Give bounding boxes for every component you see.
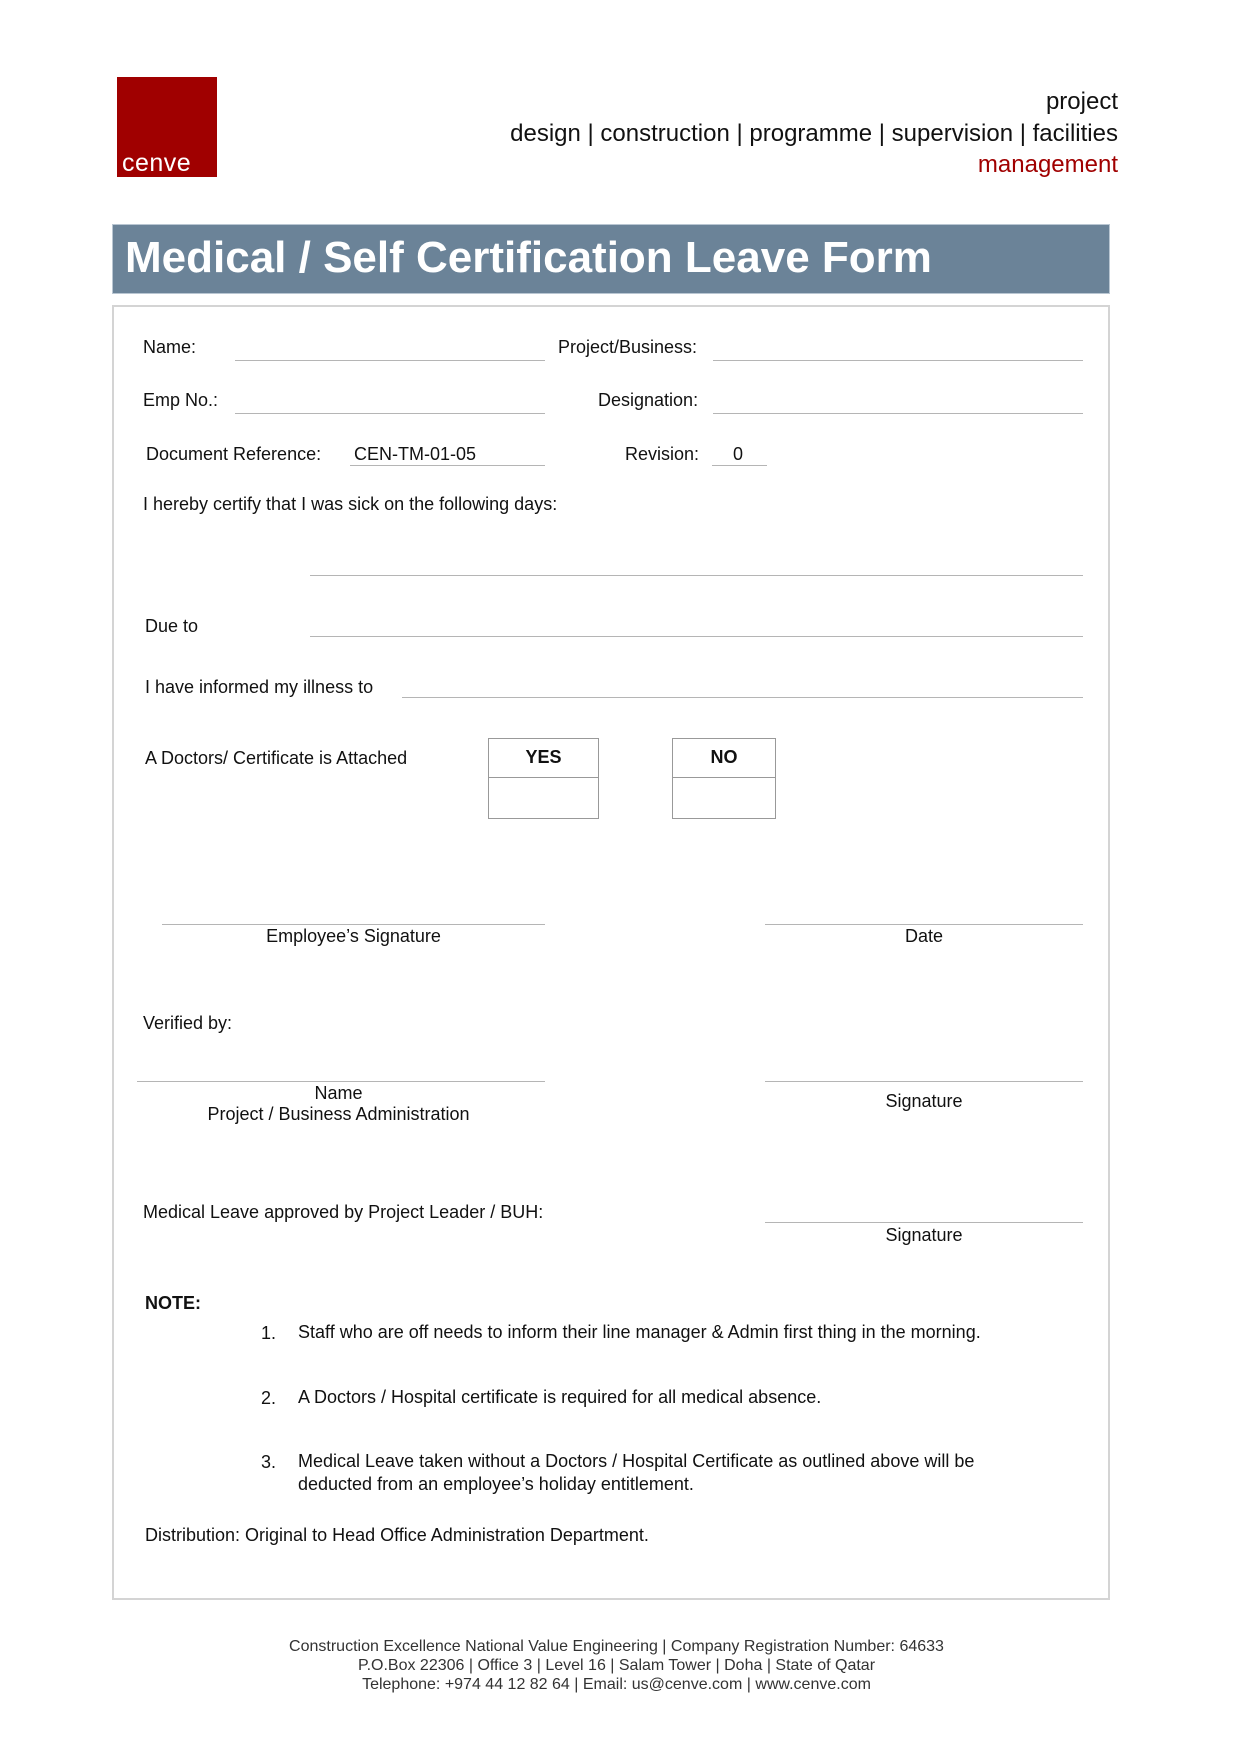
doctor-cert-label: A Doctors/ Certificate is Attached (145, 748, 408, 768)
logo-text: cenve (122, 149, 192, 177)
no-label: NO (710, 747, 738, 767)
approved-label: Medical Leave approved by Project Leader / BUH: (143, 1202, 544, 1222)
distribution-text: Distribution: Original to Head Office Administration Department. (145, 1525, 649, 1545)
due-to-label: Due to (145, 616, 199, 636)
docref-line (350, 465, 545, 466)
designation-field[interactable] (713, 413, 1083, 414)
note-1-number: 1. (261, 1323, 277, 1343)
approver-signature-field[interactable] (765, 1222, 1083, 1223)
verifier-signature-field[interactable] (765, 1081, 1083, 1082)
employee-signature-label: Employee’s Signature (266, 926, 441, 946)
name-label: Name: (143, 337, 197, 357)
note-2-text: A Doctors / Hospital certificate is required for all medical absence. (298, 1387, 822, 1407)
emp-no-field[interactable] (235, 413, 545, 414)
name-field[interactable] (235, 360, 545, 361)
designation-label: Designation: (598, 390, 699, 410)
informed-field[interactable] (402, 697, 1083, 698)
admin-label: Project / Business Administration (207, 1104, 470, 1124)
verified-label: Verified by: (143, 1013, 233, 1033)
employee-signature-field[interactable] (162, 924, 545, 925)
note-1-text: Staff who are off needs to inform their line manager & Admin first thing in the morning. (298, 1322, 981, 1342)
revision-label: Revision: (625, 444, 700, 464)
yes-label: YES (525, 747, 562, 767)
header-line-management: management (977, 151, 1118, 178)
header-line-services: design | construction | programme | supervision | facilities (510, 120, 1118, 147)
note-3-number: 3. (261, 1452, 277, 1472)
note-heading: NOTE: (145, 1293, 201, 1313)
due-to-field[interactable] (310, 636, 1083, 637)
informed-label: I have informed my illness to (145, 677, 374, 697)
project-label: Project/Business: (558, 337, 698, 357)
date-label: Date (904, 926, 944, 946)
verifier-signature-label: Signature (885, 1091, 963, 1111)
docref-value: CEN-TM-01-05 (354, 444, 477, 464)
emp-no-label: Emp No.: (143, 390, 219, 410)
no-checkbox[interactable] (672, 738, 776, 819)
revision-value: 0 (733, 444, 744, 464)
verifier-name-label: Name (314, 1083, 363, 1103)
certify-label: I hereby certify that I was sick on the following days: (143, 494, 558, 514)
no-divider (673, 777, 775, 778)
form-title: Medical / Self Certification Leave Form (125, 233, 932, 282)
footer-company: Construction Excellence National Value Engineering | Company Registration Number: 64633 (289, 1638, 944, 1655)
footer-address: P.O.Box 22306 | Office 3 | Level 16 | Salam Tower | Doha | State of Qatar (357, 1657, 876, 1674)
yes-divider (489, 777, 598, 778)
date-field[interactable] (765, 924, 1083, 925)
note-3-text: Medical Leave taken without a Doctors / Hospital Certificate as outlined above will be deducted from an employee’s holiday entitlement. (298, 1451, 975, 1494)
verifier-name-field[interactable] (137, 1081, 545, 1082)
approver-signature-label: Signature (885, 1225, 963, 1245)
header-line-project: project (1045, 88, 1118, 115)
revision-line (712, 465, 767, 466)
docref-label: Document Reference: (146, 444, 322, 464)
yes-checkbox[interactable] (488, 738, 599, 819)
sick-days-field[interactable] (310, 575, 1083, 576)
footer-contact: Telephone: +974 44 12 82 64 | Email: us@cenve.com | www.cenve.com (362, 1676, 871, 1693)
project-field[interactable] (713, 360, 1083, 361)
note-2-number: 2. (261, 1388, 277, 1408)
